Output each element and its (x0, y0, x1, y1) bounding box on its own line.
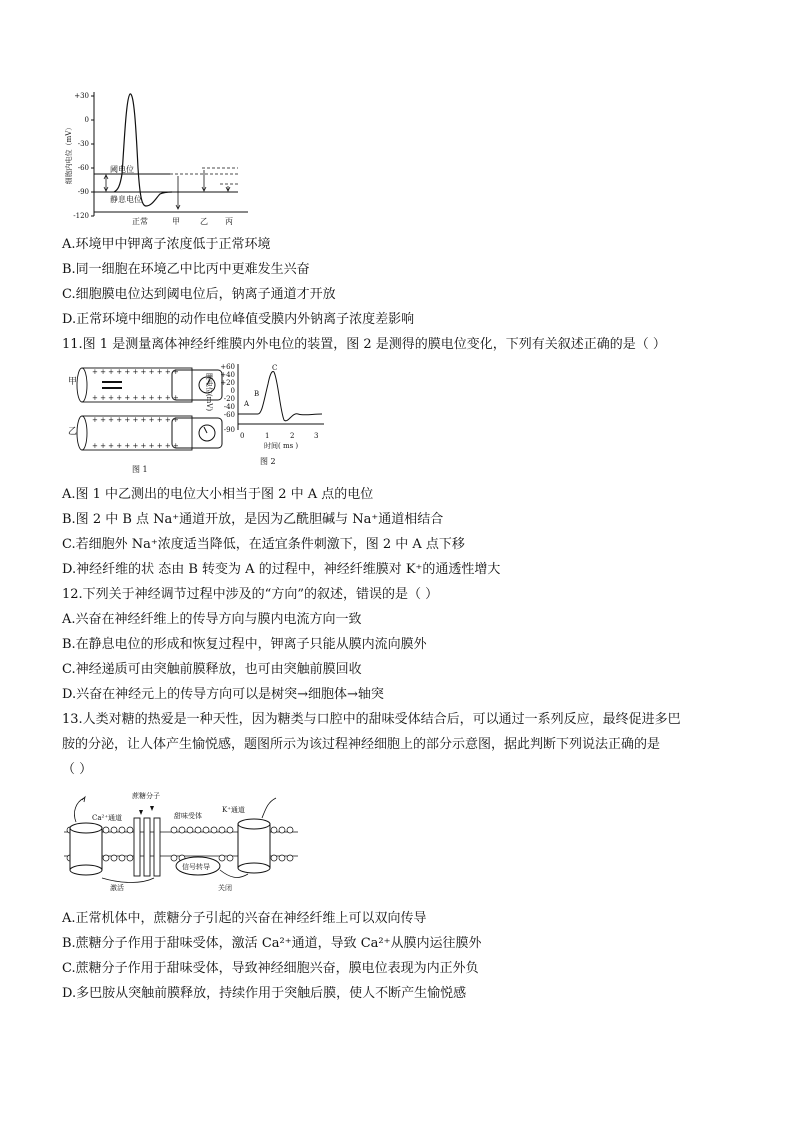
x-label-bing: 丙 (225, 217, 233, 226)
fig2-ytick: 0 (230, 387, 235, 395)
svg-text:+ + + + + + + + + + +: + + + + + + + + + + + (92, 394, 179, 402)
nerve-fiber-figure (62, 360, 332, 478)
q12-option-c: C.神经递质可由突触前膜释放，也可由突触前膜回收 (62, 662, 362, 677)
activate-label: 激活 (110, 884, 124, 892)
fig2-ytick: -60 (223, 411, 235, 419)
q11-option-b: B.图 2 中 B 点 Na⁺通道开放，是因为乙酰胆碱与 Na⁺通道相结合 (62, 512, 444, 527)
q12-option-a: A.兴奋在神经纤维上的传导方向与膜内电流方向一致 (62, 612, 362, 627)
q13-stem-line1: 13.人类对糖的热爱是一种天性，因为糖类与口腔中的甜味受体结合后，可以通过一系列反应，最终促进多巴 (62, 712, 681, 727)
sweet-receptor (134, 806, 160, 876)
close-label: 关闭 (218, 884, 232, 892)
svg-text:+ + + + + + + + + + +: + + + + + + + + + + + (92, 416, 179, 424)
y-ticks (73, 92, 94, 220)
q12-option-b: B.在静息电位的形成和恢复过程中，钾离子只能从膜内流向膜外 (62, 637, 427, 652)
q11-option-c: C.若细胞外 Na⁺浓度适当降低，在适宜条件刺激下，图 2 中 A 点下移 (62, 537, 465, 552)
ytick-label: -30 (77, 140, 89, 148)
ytick-label: +30 (74, 92, 89, 100)
point-c: C (272, 364, 278, 372)
ytick-label: -60 (77, 164, 89, 172)
q11-stem: 11.图 1 是测量离体神经纤维膜内外电位的装置，图 2 是测得的膜电位变化，下列有关叙述正确的是（ ） (62, 337, 666, 352)
q10-option-c: C.细胞膜电位达到阈电位后，钠离子通道才开放 (62, 287, 336, 302)
signal-label: 信号转导 (182, 863, 210, 871)
x-label-jia: 甲 (172, 217, 180, 226)
fig2-y-label: 膜电位(mV) (205, 372, 213, 412)
k-channel-label: K⁺通道 (222, 806, 245, 814)
label-jia: 甲 (68, 377, 78, 387)
fig2-ytick: -90 (223, 426, 235, 434)
point-a: A (244, 400, 250, 408)
x-label-normal: 正常 (132, 217, 148, 226)
q13-stem-line3: （ ） (62, 762, 93, 777)
membrane-potential-curve (238, 372, 322, 421)
q12-option-d: D.兴奋在神经元上的传导方向可以是树突→细胞体→轴突 (62, 687, 384, 702)
sucrose-label: 蔗糖分子 (132, 792, 160, 800)
ytick-label: -90 (77, 188, 89, 196)
action-potential-curve (114, 94, 172, 206)
fig2-xtick: 1 (265, 432, 270, 440)
membrane-potential-graph (205, 363, 324, 466)
ytick-label: 0 (84, 116, 89, 124)
fig1-caption: 图 1 (132, 465, 148, 474)
q13-option-b: B.蔗糖分子作用于甜味受体，激活 Ca²⁺通道，导致 Ca²⁺从膜内运往膜外 (62, 936, 482, 951)
rest-label: 静息电位 (110, 195, 142, 204)
x-label-yi: 乙 (200, 217, 208, 226)
q10-option-d: D.正常环境中细胞的动作电位峰值受膜内外钠离子浓度差影响 (62, 312, 415, 327)
fig2-caption: 图 2 (260, 457, 276, 466)
fig2-ytick: -20 (223, 395, 235, 403)
fiber-yi (77, 416, 222, 450)
fig2-x-label: 时间( ms ) (264, 442, 299, 450)
fig2-ytick: +20 (220, 379, 235, 387)
q11-option-d: D.神经纤维的状 态由 B 转变为 A 的过程中，神经纤维膜对 K⁺的通透性增大 (62, 562, 501, 577)
q10-option-b: B.同一细胞在环境乙中比丙中更难发生兴奋 (62, 262, 310, 277)
fig2-ytick: +60 (220, 363, 235, 371)
fig2-ytick: +40 (220, 371, 235, 379)
q13-option-a: A.正常机体中，蔗糖分子引起的兴奋在神经纤维上可以双向传导 (62, 911, 427, 926)
ca-channel (70, 797, 102, 875)
fig2-xtick: 0 (240, 432, 245, 440)
label-yi: 乙 (68, 427, 78, 437)
y-axis-label: 细胞内电位（mV） (65, 123, 73, 185)
membrane-channel-figure (62, 788, 302, 894)
ytick-label: -120 (73, 212, 89, 220)
svg-text:+ + + + + + + + + + +: + + + + + + + + + + + (92, 368, 179, 376)
fig2-ytick: -40 (223, 403, 235, 411)
q10-option-a: A.环境甲中钾离子浓度低于正常环境 (62, 237, 271, 252)
fiber-jia (77, 368, 222, 402)
sweet-receptor-label: 甜味受体 (174, 812, 202, 820)
membrane-potential-figure (62, 88, 252, 228)
q11-option-a: A.图 1 中乙测出的电位大小相当于图 2 中 A 点的电位 (62, 487, 374, 502)
q13-stem-line2: 胺的分泌，让人体产生愉悦感，题图所示为该过程神经细胞上的部分示意图，据此判断下列说法正确的是 (62, 737, 661, 752)
threshold-label: 阈电位 (110, 165, 134, 174)
q13-option-d: D.多巴胺从突触前膜释放，持续作用于突触后膜，使人不断产生愉悦感 (62, 986, 467, 1001)
q12-stem: 12.下列关于神经调节过程中涉及的“方向”的叙述，错误的是（ ） (62, 587, 439, 602)
fig2-xtick: 2 (290, 432, 295, 440)
fig2-xtick: 3 (314, 432, 319, 440)
svg-text:+ + + + + + + + + + +: + + + + + + + + + + + (92, 442, 179, 450)
q13-option-c: C.蔗糖分子作用于甜味受体，导致神经细胞兴奋，膜电位表现为内正外负 (62, 961, 479, 976)
point-b: B (254, 390, 260, 398)
ca-channel-label: Ca²⁺通道 (92, 814, 123, 822)
